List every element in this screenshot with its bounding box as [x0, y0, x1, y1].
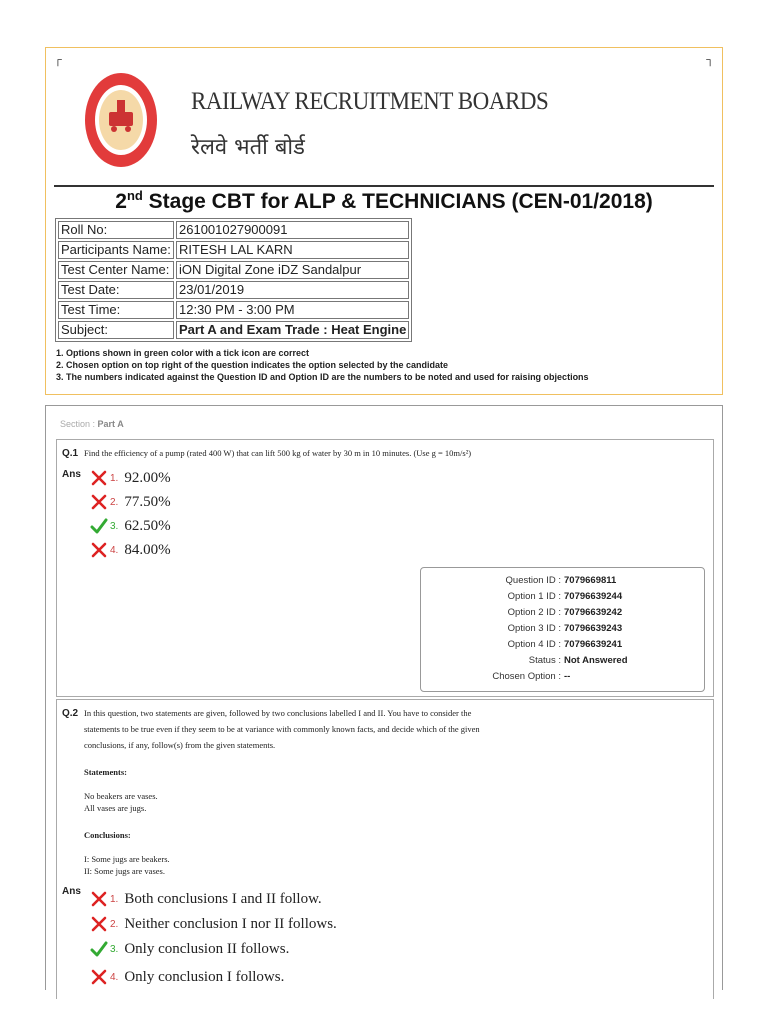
info-row: Test Date: 23/01/2019	[58, 281, 409, 299]
question-number: Q.1	[62, 448, 79, 459]
cross-icon	[90, 541, 108, 559]
question-text-line: In this question, two statements are given, followed by two conclusions labelled I and II. You have to consider the	[84, 708, 472, 718]
statements-heading: Statements:	[84, 767, 127, 777]
question-text-line: statements to be true even if they seem to be at variance with commonly known facts, and decide which of the given	[84, 724, 480, 734]
cross-icon	[90, 968, 108, 986]
cross-icon	[90, 493, 108, 511]
instructions: 1. Options shown in green color with a tick icon are correct 2. Chosen option on top right of the question indicates the option selected by the candidate 3. The numbers indicated against the Question ID and Option ID are the numbers to be noted and used for raising objections	[56, 348, 589, 382]
option-3: 3. 62.50%	[90, 515, 171, 537]
question-panel	[45, 405, 723, 990]
question-2	[56, 699, 714, 999]
cross-icon	[90, 469, 108, 487]
answer-label: Ans	[62, 469, 81, 480]
statement: No beakers are vases.	[84, 791, 158, 801]
info-row: Test Time: 12:30 PM - 3:00 PM	[58, 301, 409, 319]
info-row: Roll No: 261001027900091	[58, 221, 409, 239]
header-panel	[45, 47, 723, 395]
option-4: 4. Only conclusion I follows.	[90, 966, 284, 988]
divider	[54, 185, 714, 187]
corner-mark: ┐	[706, 54, 714, 66]
question-1	[56, 439, 714, 697]
statement: All vases are jugs.	[84, 803, 147, 813]
check-icon	[90, 940, 108, 958]
candidate-info-table	[55, 218, 412, 342]
option-3: 3. Only conclusion II follows.	[90, 938, 289, 960]
option-2: 2. Neither conclusion I nor II follows.	[90, 913, 337, 935]
exam-title: 2nd Stage CBT for ALP & TECHNICIANS (CEN-01/2018)	[115, 188, 653, 213]
conclusion: II: Some jugs are vases.	[84, 866, 165, 876]
conclusion: I: Some jugs are beakers.	[84, 854, 170, 864]
cross-icon	[90, 915, 108, 933]
railway-logo	[81, 70, 161, 170]
answer-label: Ans	[62, 886, 81, 897]
option-1: 1. Both conclusions I and II follow.	[90, 888, 322, 910]
check-icon	[90, 517, 108, 535]
info-row: Test Center Name: iON Digital Zone iDZ Sandalpur	[58, 261, 409, 279]
board-name-hindi: रेलवे भर्ती बोर्ड	[191, 135, 305, 160]
option-1: 1. 92.00%	[90, 467, 171, 489]
info-row: Participants Name: RITESH LAL KARN	[58, 241, 409, 259]
question-number: Q.2	[62, 708, 79, 719]
conclusions-heading: Conclusions:	[84, 830, 131, 840]
corner-mark: ┌	[54, 54, 62, 66]
board-name-english: RAILWAY RECRUITMENT BOARDS	[191, 88, 549, 115]
option-2: 2. 77.50%	[90, 491, 171, 513]
info-row: Subject: Part A and Exam Trade : Heat Engine	[58, 321, 409, 339]
question-text-line: conclusions, if any, follow(s) from the given statements.	[84, 740, 276, 750]
cross-icon	[90, 890, 108, 908]
question-meta-box: Question ID : 7079669811 Option 1 ID : 70796639244 Option 2 ID : 70796639242 Option 3 ID : 70796639243 Option 4 ID : 70796639241 Status : Not Answered Chosen Option : --	[420, 567, 705, 692]
section-label: Section : Part A	[60, 419, 124, 429]
option-4: 4. 84.00%	[90, 539, 171, 561]
question-text: Find the efficiency of a pump (rated 400 W) that can lift 500 kg of water by 30 m in 10 minutes. (Use g = 10m/s²)	[84, 448, 472, 458]
